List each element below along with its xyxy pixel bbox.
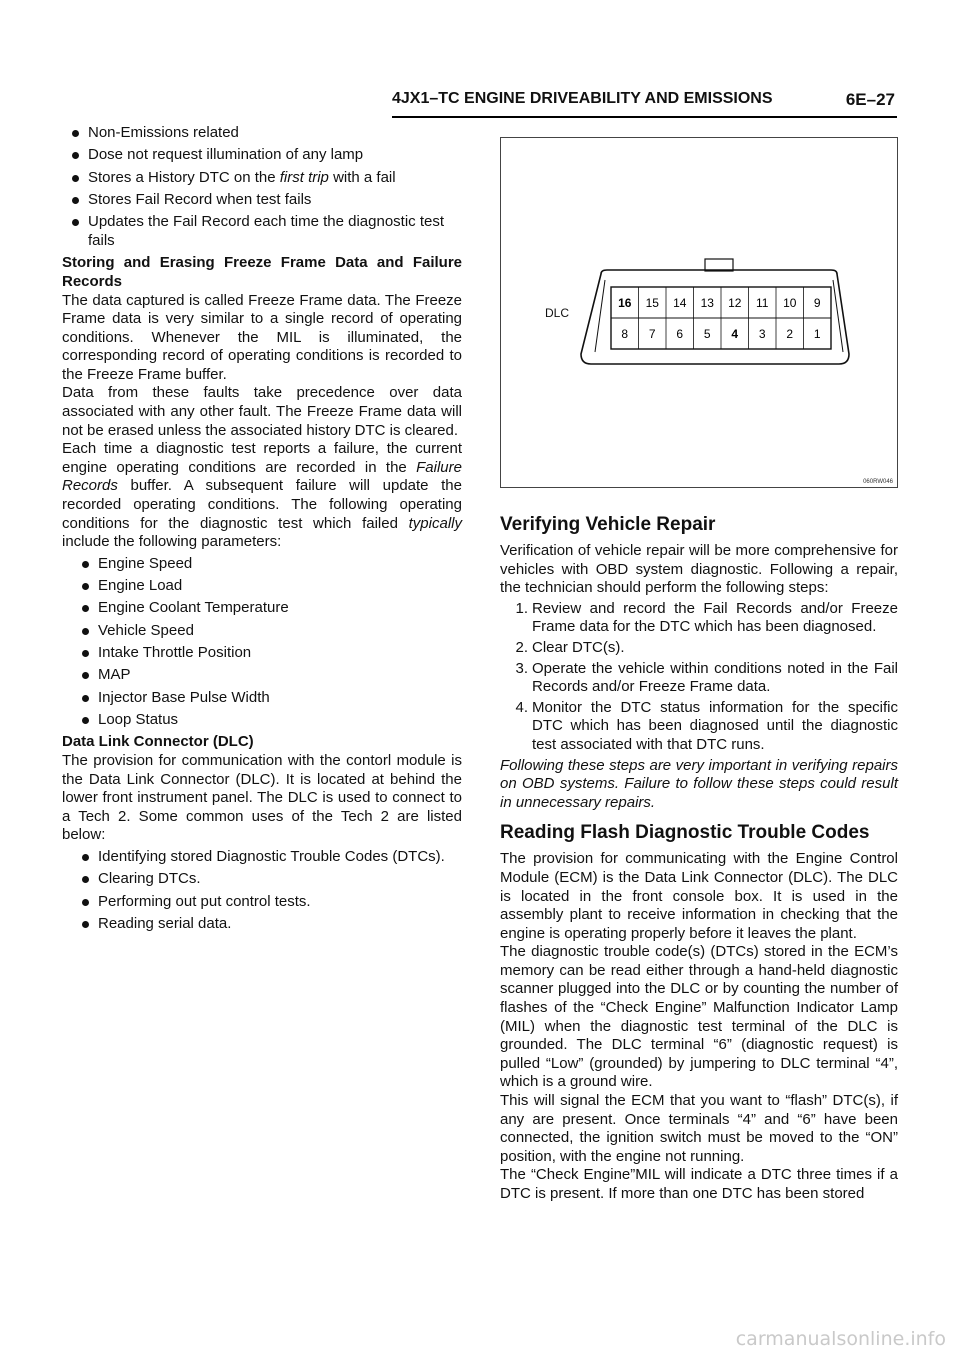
flash-paragraph-4: The “Check Engine”MIL will indicate a DTC three times if a DTC is present. If more than one DTC has been stored [500,1166,898,1202]
list-item: Updates the Fail Record each time the diagnostic test fails [62,213,462,250]
dlc-pin-10: 10 [783,296,797,310]
type-c-bullet-list [62,124,462,250]
dlc-pin-9: 9 [813,296,821,310]
list-item: Engine Coolant Temperature [72,599,462,618]
list-item: Dose not request illumination of any lamp [62,146,462,165]
dlc-pin-11: 11 [756,296,769,310]
list-item: 4. Monitor the DTC status information for the specific DTC which has been diagnosed until the diagnostic test associated with that DTC runs. [515,698,898,753]
list-item: Non-Emissions related [62,124,462,143]
list-item: Identifying stored Diagnostic Trouble Codes (DTCs). [72,848,462,867]
repair-steps-list [500,600,898,755]
freeze-frame-heading: Storing and Erasing Freeze Frame Data and Failure Records [62,254,462,290]
list-item: Vehicle Speed [72,622,462,641]
dlc-paragraph: The provision for communication with the contorl module is the Data Link Connector (DLC). It is located at behind the lower front instrument panel. The DLC is used to connect to a Tech 2. Some common uses of the Tech 2 are listed below: [62,751,462,844]
right-column [500,512,898,1204]
dlc-pin-1: 1 [813,327,821,341]
list-item: Clearing DTCs. [72,870,462,889]
dlc-pin-4: 4 [731,327,739,341]
list-item: Engine Speed [72,555,462,574]
figure-id: 060RW046 [863,479,893,485]
dlc-heading: Data Link Connector (DLC) [62,733,254,751]
header-title: 4JX1–TC ENGINE DRIVEABILITY AND EMISSIONS [392,90,773,107]
list-item: 1. Review and record the Fail Records and/or Freeze Frame data for the DTC which has been diagnosed. [515,599,898,636]
tech2-uses-list [62,848,462,933]
dlc-figure [500,137,898,488]
flash-paragraph-3: This will signal the ECM that you want to “flash” DTC(s), if any are present. Once terminals “4” and “6” have been connected, the ignition switch must be moved to the “ON” position, with the engine not running. [500,1092,898,1165]
freeze-frame-paragraph-3: Each time a diagnostic test reports a failure, the current engine operating conditions are recorded in the Failure Records buffer. A subsequent failure will update the recorded operating conditions. The following operating conditions for the diagnostic test which failed typically include the following parameters: [62,440,462,551]
dlc-pin-13: 13 [700,296,714,310]
verify-heading: Verifying Vehicle Repair [500,514,716,535]
parameter-list [62,555,462,730]
list-item: 3. Operate the vehicle within conditions noted in the Fail Records and/or Freeze Frame data. [515,659,898,696]
dlc-pin-6: 6 [676,327,684,341]
left-column [62,124,462,937]
page-number: 6E–27 [845,90,895,109]
verify-paragraph: Verification of vehicle repair will be more comprehensive for vehicles with OBD system diagnostic. Following a repair, the technician should perform the following steps: [500,542,898,597]
list-item: Stores a History DTC on the first trip with a fail [62,169,462,188]
list-item: Stores Fail Record when test fails [62,191,462,210]
flash-paragraph-1: The provision for communicating with the Engine Control Module (ECM) is the Data Link Connector (DLC). The DLC is located in the front console box. It is used in the assembly plant to receive information in checking that the engine is operating properly before it leaves the plant. [500,850,898,942]
list-item: MAP [72,666,462,685]
dlc-pin-7: 7 [648,327,656,341]
flash-codes-heading: Reading Flash Diagnostic Trouble Codes [500,822,870,844]
verify-note: Following these steps are very important in verifying repairs on OBD systems. Failure to follow these steps could result in unnecessary repairs. [500,756,898,811]
list-item: Loop Status [72,711,462,730]
flash-paragraph-2: The diagnostic trouble code(s) (DTCs) stored in the ECM’s memory can be read either through a hand-held diagnostic scanner plugged into the DLC or by counting the number of flashes of the “Check Engine” Malfunction Indicator Lamp (MIL) when the diagnostic test terminal of the DLC is grounded. The DLC terminal “6” (diagnostic request) is pulled “Low” (grounded) by jumpering to DLC terminal “4”, which is a ground wire. [500,943,898,1091]
dlc-label: DLC [545,306,570,320]
dlc-pin-5: 5 [703,327,711,341]
dlc-pin-15: 15 [645,296,659,310]
dlc-pin-12: 12 [728,296,742,310]
list-item: Injector Base Pulse Width [72,689,462,708]
list-item: Intake Throttle Position [72,644,462,663]
dlc-connector-diagram [501,138,897,487]
watermark: carmanualsonline.info [735,1328,946,1350]
dlc-pin-8: 8 [621,327,629,341]
list-item: Reading serial data. [72,915,462,934]
dlc-pin-16: 16 [618,296,632,310]
freeze-frame-paragraph-1: The data captured is called Freeze Frame data. The Freeze Frame data is very similar to a single record of operating conditions. Whenever the MIL is illuminated, the corresponding record of operating conditions is recorded to the Freeze Frame buffer. [62,291,462,383]
dlc-pin-2: 2 [786,327,794,341]
dlc-pin-3: 3 [758,327,766,341]
list-item: Engine Load [72,577,462,596]
list-item: 2. Clear DTC(s). [515,638,625,656]
freeze-frame-paragraph-2: Data from these faults take precedence over data associated with any other fault. The Freeze Frame data will not be erased unless the associated history DTC is cleared. [62,384,462,439]
list-item: Performing out put control tests. [72,893,462,912]
page-header [392,86,897,118]
dlc-pin-14: 14 [673,296,687,310]
